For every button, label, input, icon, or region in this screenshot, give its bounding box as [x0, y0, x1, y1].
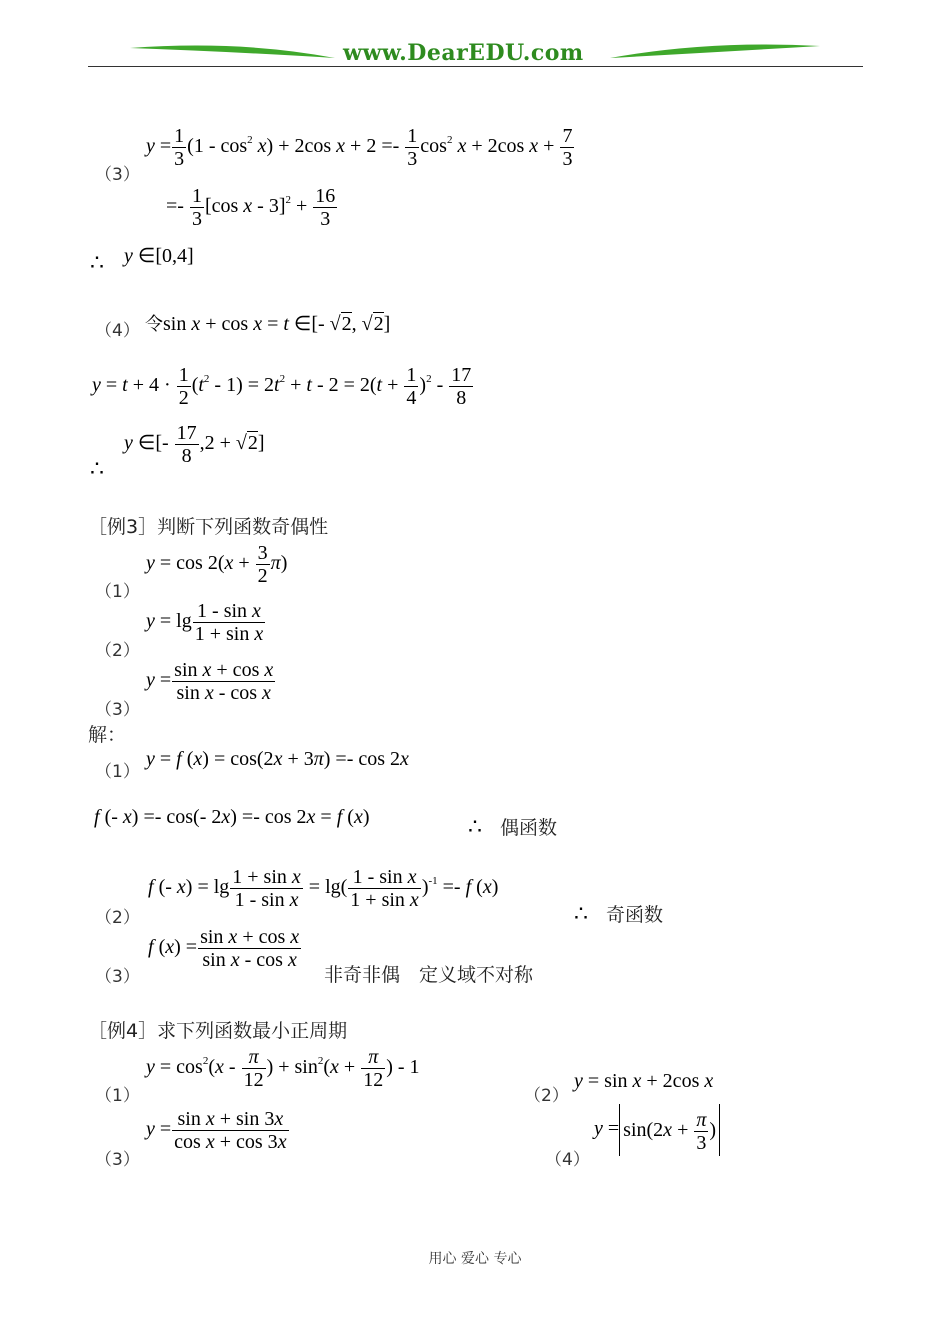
conclusion-odd: 奇函数 — [606, 904, 664, 926]
example4-function-4: y = sin(2x + $\frac{\pi}{3}$ ) — [594, 1104, 720, 1156]
formula-4-expansion: y = t + 4 · $\frac{1}{2}$ $(t^2 - 1) = 2t^2 + t - 2 = 2(t$ + $\frac{1}{4}$ )$^2$ - $\frac{17}{8}$ — [92, 364, 472, 409]
site-logo[interactable]: www.DearEDU.com — [343, 40, 584, 66]
example4-title: ［例4］求下列函数最小正周期 — [88, 1020, 348, 1042]
range-result-4: y ∈[- $\frac{17}{8}$ ,2 + √2] — [124, 422, 265, 467]
example3-function-2: y = lg $\frac{\text{1 - sin x}}{\text{1 + sin x}}$ — [146, 600, 264, 645]
example4-function-3: y = $\frac{\text{sin x + sin 3x}}{\text{cos x + cos 3x}}$ — [146, 1108, 287, 1153]
example3-function-3: y = $\frac{\text{sin x + cos x}}{\text{sin x - cos x}}$ — [146, 659, 274, 704]
conclusion-even: 偶函数 — [500, 817, 558, 839]
item-label-3: （3） — [95, 967, 140, 987]
formula-3-line1: y = $\frac{1}{3}$ $(1 - \cos^2 x) + 2\cos$ x + 2 =- $\frac{1}{3}$ $\cos^2 x + 2\cos$ x + $\frac{7}{3}$ — [146, 125, 573, 170]
item-label-3: （3） — [95, 1150, 140, 1170]
right-leaf-decoration — [610, 45, 820, 59]
solution-3: f (x) = $\frac{\text{sin x + cos x}}{\text{sin x - cos x}}$ — [148, 926, 300, 971]
item-label-2: （2） — [524, 1086, 569, 1106]
solution-1-line2: f (- x) =- cos(- 2x) =- cos 2x = f (x) — [94, 806, 370, 828]
item-label-1: （1） — [95, 582, 140, 602]
item-label-1: （1） — [95, 1086, 140, 1106]
solution-label: 解： — [88, 724, 127, 746]
solution-1-line1: y = f (x) = cos(2x + 3π) =- cos 2x — [146, 748, 409, 770]
item-label-3: （3） — [95, 700, 140, 720]
formula-3-line2: =- $\frac{1}{3}$ [cos x - 3]$^2$ + $\frac{16}{3}$ — [166, 185, 336, 230]
item-label-3: （3） — [95, 165, 140, 185]
item-label-4: （4） — [95, 321, 140, 341]
item-label-4: （4） — [545, 1150, 590, 1170]
left-leaf-decoration — [130, 46, 335, 58]
example3-function-1: y = cos 2(x + $\frac{3}{2}$ π) — [146, 542, 288, 587]
formula-4-substitution: 令sin x + cos x = t ∈[- √2, √2] — [145, 313, 391, 335]
therefore-symbol: ∴ — [468, 814, 482, 839]
therefore-symbol: ∴ — [90, 250, 104, 275]
therefore-symbol: ∴ — [90, 456, 104, 481]
item-label-1: （1） — [95, 762, 140, 782]
example4-function-1: $y = \cos^2(x$ - $\frac{\pi}{12}$ ) + $\sin^2(x$ + $\frac{\pi}{12}$ ) - 1 — [146, 1046, 420, 1091]
conclusion-neither: 非奇非偶 定义域不对称 — [324, 964, 534, 986]
therefore-symbol: ∴ — [574, 901, 588, 926]
example3-title: ［例3］判断下列函数奇偶性 — [88, 516, 329, 538]
range-result-3: y ∈[0,4] — [124, 245, 194, 267]
item-label-2: （2） — [95, 908, 140, 928]
example4-function-2: y = sin x + 2cos x — [574, 1070, 714, 1092]
solution-2: f (- x) = lg $\frac{\text{1 + sin x}}{\text{1 - sin x}}$ = lg( $\frac{\text{1 - sin x}}{\text{1 + sin x}}$ )$^{-1}$ =- f (x) — [148, 866, 499, 911]
item-label-2: （2） — [95, 641, 140, 661]
page-footer: 用心 爱心 专心 — [428, 1251, 522, 1267]
header-divider — [88, 66, 863, 67]
